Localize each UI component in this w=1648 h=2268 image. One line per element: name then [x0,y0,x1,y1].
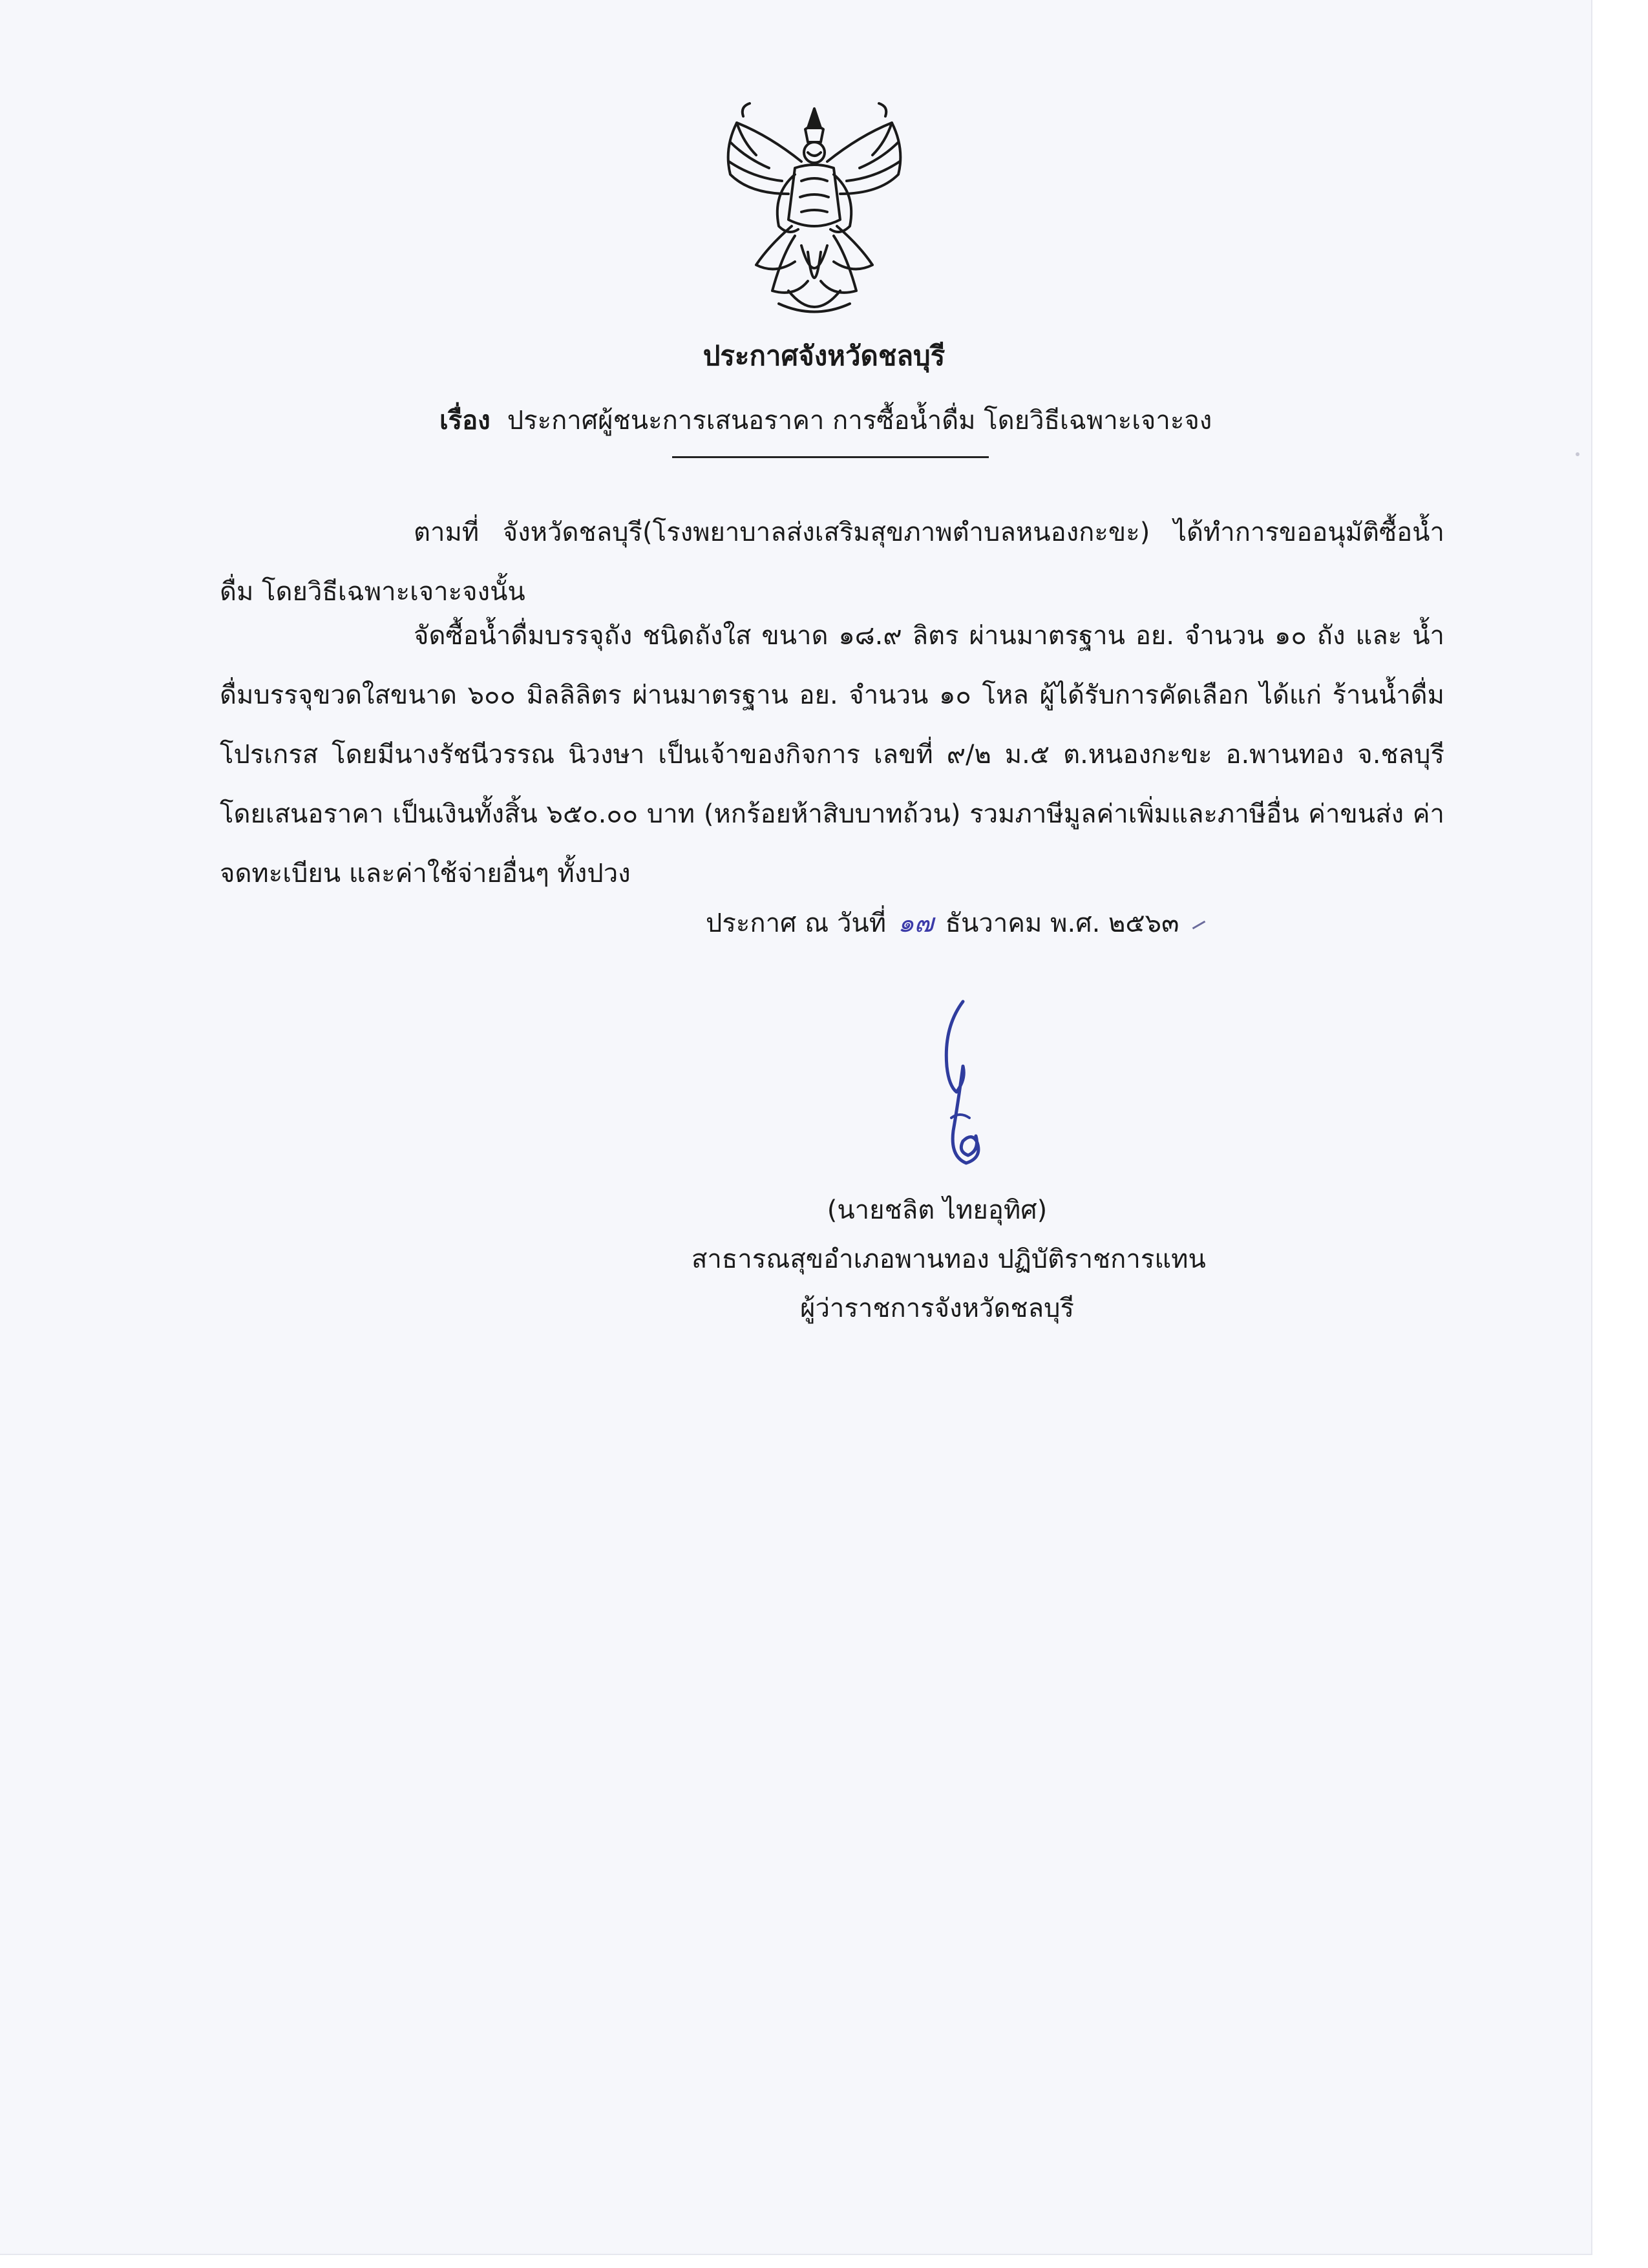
paper-speck [1576,452,1579,456]
signer-position-2: ผู้ว่าราชการจังหวัดชลบุรี [800,1294,1074,1323]
date-prefix: ประกาศ ณ วันที่ [706,908,887,938]
body-paragraph-1: ตามที่ จังหวัดชลบุรี(โรงพยาบาลส่งเสริมสุขภาพตำบลหนองกะขะ) ได้ทำการขออนุมัติซื้อน้ำดื่ม โดยวิธีเฉพาะเจาะจงนั้น [220,518,1444,607]
subject-text: ประกาศผู้ชนะการเสนอราคา การซื้อน้ำดื่ม โดยวิธีเฉพาะเจาะจง [507,406,1212,436]
subject-line [439,399,1212,441]
title-underline-divider [672,456,989,458]
date-month-year: ธันวาคม พ.ศ. ๒๕๖๓ [945,908,1179,938]
document-title: ประกาศจังหวัดชลบุรี [703,340,945,372]
body-paragraph-2: จัดซื้อน้ำดื่มบรรจุถัง ชนิดถังใส ขนาด ๑๘.๙ ลิตร ผ่านมาตรฐาน อย. จำนวน ๑๐ ถัง และ น้ำดื่มบรรจุขวดใสขนาด ๖๐๐ มิลลิลิตร ผ่านมาตรฐาน อย. จำนวน ๑๐ โหล ผู้ได้รับการคัดเลือก ได้แก่ ร้านน้ำดื่มโปรเกรส โดยมีนางรัชนีวรรณ นิวงษา เป็นเจ้าของกิจการ เลขที่ ๙/๒ ม.๕ ต.หนองกะขะ อ.พานทอง จ.ชลบุรี โดยเสนอราคา เป็นเงินทั้งสิ้น ๖๕๐.๐๐ บาท (หกร้อยห้าสิบบาทถ้วน) รวมภาษีมูลค่าเพิ่มและภาษีอื่น ค่าขนส่ง ค่าจดทะเบียน และค่าใช้จ่ายอื่นๆ ทั้งปวง [220,621,1444,888]
date-tick-mark [1192,920,1206,929]
subject-label: เรื่อง [439,406,491,436]
announcement-date [706,902,1206,943]
date-day-handwritten: ๑๗ [898,908,934,938]
garuda-emblem-icon [711,97,918,330]
signer-position-1: สาธารณสุขอำเภอพานทอง ปฏิบัติราชการแทน [692,1244,1206,1274]
handwritten-signature [918,989,1015,1182]
signer-name: (นายชลิต ไทยอุทิศ) [827,1195,1048,1225]
signer-block [692,1186,1206,1333]
